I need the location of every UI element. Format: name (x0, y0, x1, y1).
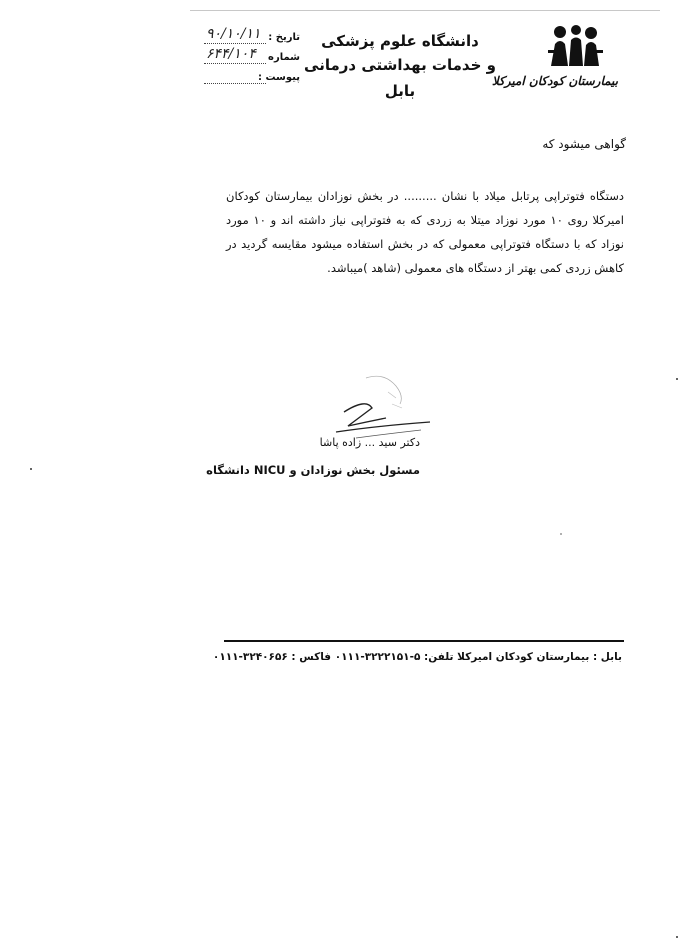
number-dots (204, 63, 266, 64)
top-scan-line (190, 10, 660, 11)
attachment-label: پیوست : (257, 72, 300, 83)
university-name (300, 30, 500, 104)
scan-speck (676, 936, 678, 938)
signatory-title: مسئول بخش نوزادان و NICU دانشگاه (206, 463, 420, 477)
salutation: گواهی میشود که (542, 137, 626, 151)
signatory-name: دکتر سید ... زاده پاشا (319, 436, 420, 449)
attachment-row (196, 70, 300, 90)
university-line-1: دانشگاه علوم پزشکی (321, 32, 479, 50)
number-label: شماره (268, 52, 300, 63)
number-value: ۶۴۴/۱۰۴ (206, 46, 256, 62)
date-label: تاریخ : (268, 32, 300, 43)
scan-speck (676, 378, 678, 380)
date-dots (204, 43, 266, 44)
number-row (196, 46, 300, 70)
footer-rule (224, 640, 624, 642)
university-line-2: و خدمات بهداشتی درمانی بابل (304, 56, 496, 100)
footer-address: بابل : بیمارستان کودکان امیرکلا تلفن: ۵-۳۲۲۲۱۵۱-۰۱۱۱ فاکس : ۳۲۴۰۶۵۶-۰۱۱۱ (212, 651, 622, 663)
attachment-dots (204, 83, 266, 84)
letter-meta (196, 26, 300, 90)
scan-speck (560, 533, 562, 535)
logo-caption: بیمارستان کودکان امیرکلا (491, 74, 618, 88)
date-value: ۹۰/۱۰/۱۱ (206, 26, 261, 42)
letter-body: دستگاه فتوتراپی پرتابل میلاد با نشان ......... در بخش نوزادان بیمارستان کودکان امیرکلا روی ۱۰ مورد نوزاد میتلا به زردی که به فتوتراپی نیاز داشته اند و ۱۰ مورد نوزاد که با دستگاه فتوتراپی معمولی که در بخش استفاده میشود مقایسه گردید در کاهش زردی کمی بهتر از دستگاه های معمولی (شاهد )میباشد. (226, 189, 624, 275)
scan-speck (30, 468, 32, 470)
children-logo-icon (546, 20, 604, 68)
hospital-logo (491, 20, 620, 100)
